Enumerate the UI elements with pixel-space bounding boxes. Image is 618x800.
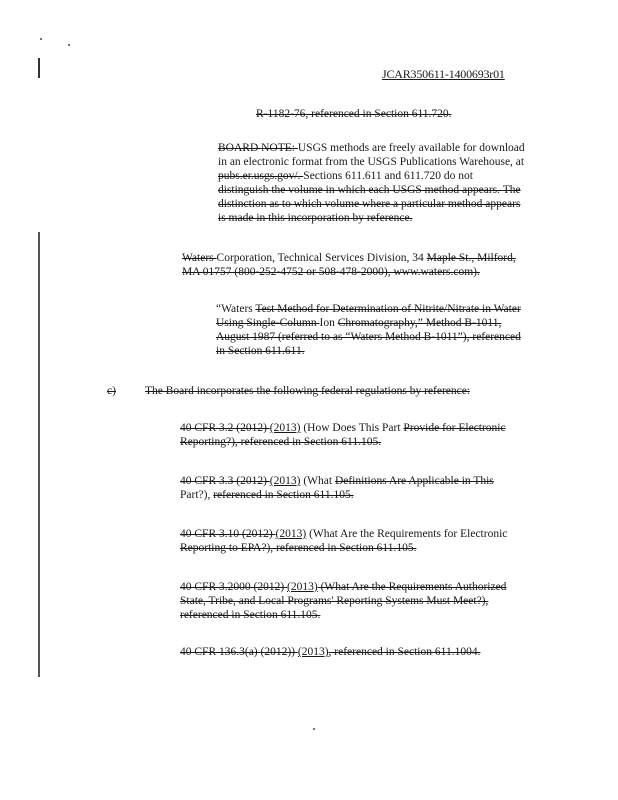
cfr-entry: 40 CFR 3.10 (2012) (2013) (What Are the Requirements for Electronic Reporting to EPA?), referenced in Section 611.105. bbox=[180, 528, 508, 554]
cfr-entry: 40 CFR 3.2000 (2012) (2013) (What Are the Requirements Authorized State, Tribe, and Local Programs' Reporting Systems Must Meet?), referenced in Section 611.105. bbox=[180, 581, 507, 621]
section-c-label: c) bbox=[107, 385, 116, 397]
board-note: BOARD NOTE: USGS methods are freely available for download in an electronic format from the USGS Publications Warehouse, at pubs.er.usgs.gov/. Sections 611.611 and 611.720 do not distinguish the volume in which each USGS method appears. The distinction as to which volume where a particular method appears is made in this incorporation by reference. bbox=[218, 142, 525, 224]
scan-speck bbox=[68, 44, 70, 46]
scan-speck bbox=[313, 728, 315, 730]
waters-method-entry: “Waters Test Method for Determination of Nitrite/Nitrate in Water Using Single-Column Ion Chromatography,” Method B-1011, August 1987 (referred to as “Waters Method B-1011”), referenced in Section 611.611. bbox=[216, 303, 521, 357]
cfr-entry: 40 CFR 3.3 (2012) (2013) (What Definitions Are Applicable in This Part?), referenced in Section 611.105. bbox=[180, 475, 494, 501]
waters-corporation-entry: Waters Corporation, Technical Services Division, 34 Maple St., Milford, MA 01757 (800-252-4752 or 508-478-2000), www.waters.com). bbox=[182, 252, 516, 278]
document-id: JCAR350611-1400693r01 bbox=[382, 67, 505, 81]
cfr-entry: 40 CFR 3.2 (2012) (2013) (How Does This Part Provide for Electronic Reporting?), referenced in Section 611.105. bbox=[180, 422, 506, 448]
cfr-entry: 40 CFR 136.3(a) (2012)) (2013), referenced in Section 611.1004. bbox=[180, 646, 481, 658]
scan-margin-line-upper bbox=[38, 58, 40, 78]
scan-margin-line-lower bbox=[38, 232, 40, 677]
scan-speck bbox=[40, 38, 42, 40]
top-reference: R-1182-76, referenced in Section 611.720. bbox=[256, 108, 452, 120]
section-c-text: The Board incorporates the following federal regulations by reference: bbox=[145, 385, 471, 397]
